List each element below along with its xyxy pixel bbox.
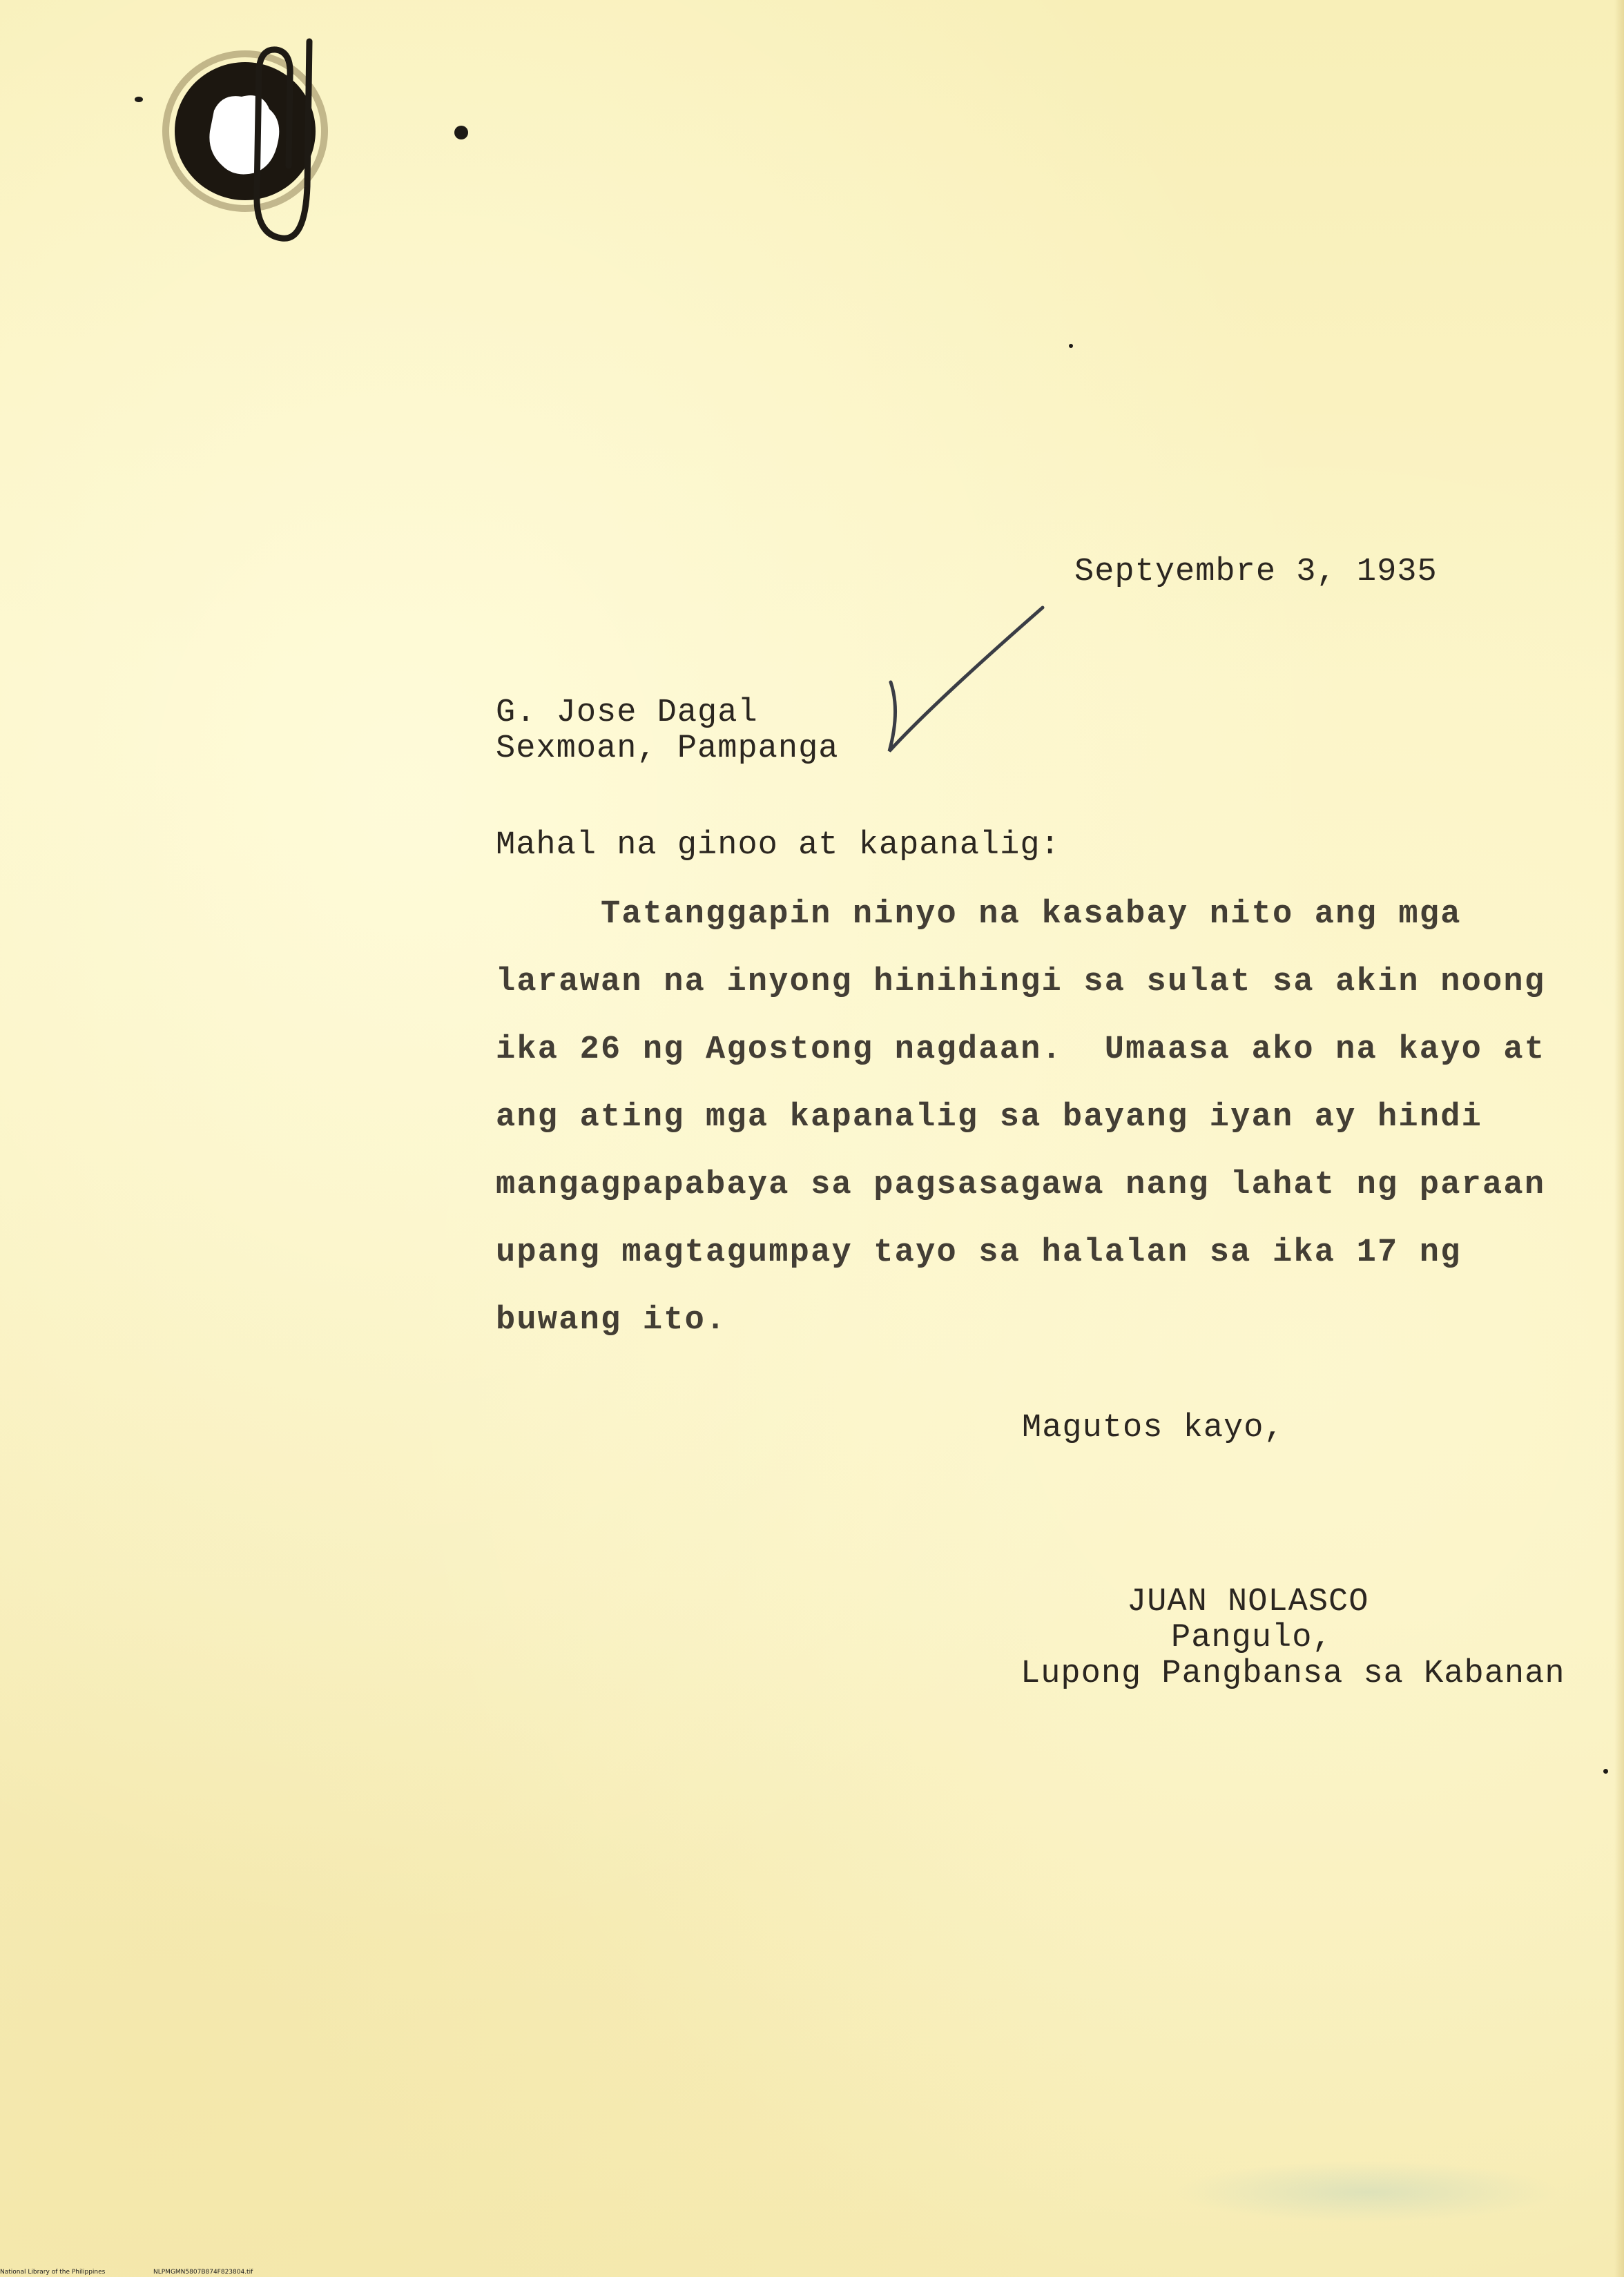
body-line: larawan na inyong hinihingi sa sulat sa akin noong: [496, 964, 1546, 1000]
paper-stain: [1174, 2161, 1560, 2223]
salutation: Mahal na ginoo at kapanalig:: [496, 827, 1061, 864]
check-mark: [877, 601, 1056, 759]
paper-edge-shadow: [1614, 0, 1624, 2277]
body-line: mangagpapabaya sa pagsasagawa nang lahat ng paraan: [496, 1167, 1546, 1203]
recipient-address: Sexmoan, Pampanga: [496, 730, 839, 767]
letter-date: Septyembre 3, 1935: [1074, 554, 1438, 590]
signatory-name: JUAN NOLASCO: [1127, 1584, 1369, 1620]
signatory-organization: Lupong Pangbansa sa Kabanan: [1021, 1656, 1565, 1692]
body-line: ika 26 ng Agostong nagdaan. Umaasa ako na kayo at: [496, 1031, 1546, 1068]
archive-label: National Library of the Philippines: [0, 2269, 106, 2276]
closing: Magutos kayo,: [1022, 1410, 1284, 1446]
file-id: NLPMGMN5807B874F823804.tif: [153, 2269, 253, 2276]
body-line: buwang ito.: [496, 1302, 727, 1339]
punch-hole-and-clip: [159, 28, 338, 262]
signatory-title: Pangulo,: [1171, 1620, 1333, 1656]
recipient-name: G. Jose Dagal: [496, 695, 758, 731]
ink-speck: [1603, 1769, 1608, 1774]
ink-speck: [1069, 344, 1073, 348]
ink-speck: [454, 126, 468, 139]
body-line: Tatanggapin ninyo na kasabay nito ang mga: [496, 896, 1462, 933]
body-line: upang magtagumpay tayo sa halalan sa ika 17 ng: [496, 1234, 1462, 1271]
body-line: ang ating mga kapanalig sa bayang iyan ay hindi: [496, 1099, 1483, 1136]
ink-speck: [135, 97, 143, 102]
